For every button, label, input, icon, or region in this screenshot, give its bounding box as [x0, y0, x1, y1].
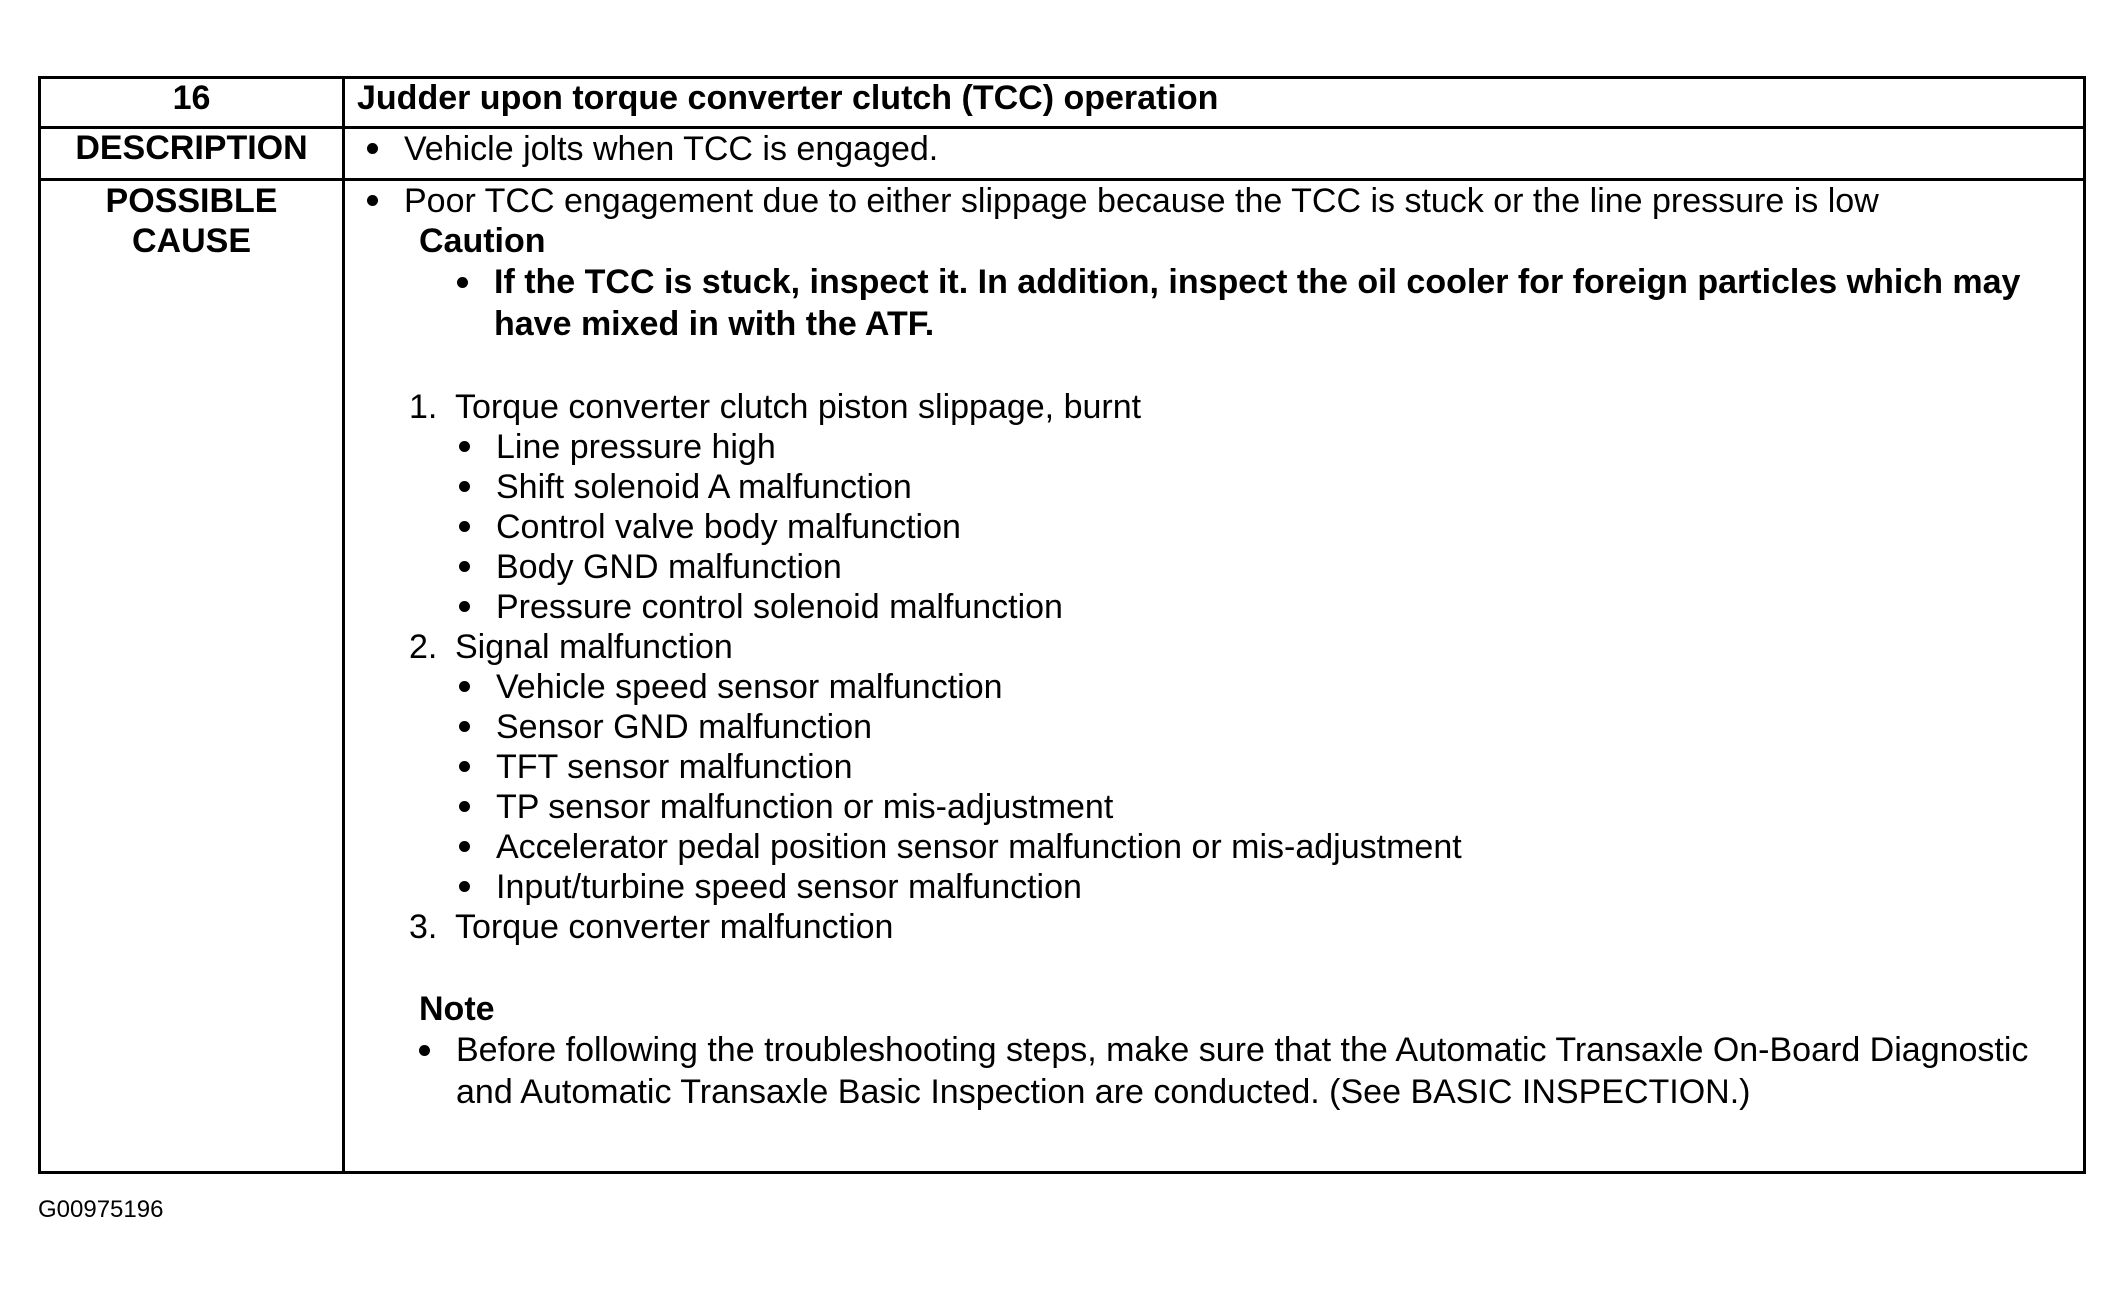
- bullet-icon: [419, 1045, 430, 1056]
- bullet-icon: [459, 521, 470, 532]
- troubleshooting-table: [38, 76, 2086, 1174]
- bullet-icon: [367, 195, 378, 206]
- cause-subitem: [357, 587, 2083, 627]
- possible-cause-content: [344, 180, 2085, 1173]
- cause-intro: [357, 181, 2083, 221]
- cause-subitem-text: Input/turbine speed sensor malfunction: [496, 868, 1082, 906]
- caution-item: [357, 261, 2083, 345]
- cause-step-title: Torque converter clutch piston slippage, burnt: [455, 388, 1142, 426]
- cause-subitem: [357, 667, 2083, 707]
- note-item: [357, 1029, 2083, 1113]
- cause-step: [357, 387, 2083, 427]
- cause-subitem-text: Vehicle speed sensor malfunction: [496, 668, 1003, 706]
- cause-subitem-text: Control valve body malfunction: [496, 508, 961, 546]
- cause-subitem-text: TP sensor malfunction or mis-adjustment: [496, 788, 1114, 826]
- bullet-icon: [459, 761, 470, 772]
- caution-heading: Caution: [419, 222, 546, 260]
- bullet-icon: [459, 441, 470, 452]
- cause-subitem: [357, 827, 2083, 867]
- bullet-icon: [367, 143, 378, 154]
- cause-subitem: [357, 427, 2083, 467]
- possible-cause-row: [40, 180, 2085, 1173]
- description-label: DESCRIPTION: [40, 128, 344, 180]
- bullet-icon: [459, 841, 470, 852]
- cause-subitem: [357, 707, 2083, 747]
- symptom-number: 16: [40, 78, 344, 128]
- cause-subitem: [357, 467, 2083, 507]
- header-row: [40, 78, 2085, 128]
- cause-subitem-text: Sensor GND malfunction: [496, 708, 873, 746]
- cause-subitem: [357, 507, 2083, 547]
- figure-id: G00975196: [38, 1196, 164, 1223]
- cause-subitem-text: Body GND malfunction: [496, 548, 842, 586]
- cause-steps: [357, 387, 2083, 947]
- possible-cause-label-text: POSSIBLE CAUSE: [105, 182, 278, 260]
- cause-subitem-text: Line pressure high: [496, 428, 776, 466]
- description-row: [40, 128, 2085, 180]
- cause-subitem: [357, 747, 2083, 787]
- cause-step-title: Torque converter malfunction: [455, 908, 894, 946]
- bullet-icon: [459, 681, 470, 692]
- description-item-text: Vehicle jolts when TCC is engaged.: [404, 130, 939, 168]
- note-heading: Note: [419, 990, 495, 1028]
- possible-cause-label: [40, 180, 344, 1173]
- bullet-icon: [459, 561, 470, 572]
- cause-subitem: [357, 787, 2083, 827]
- cause-subitem-text: Pressure control solenoid malfunction: [496, 588, 1063, 626]
- cause-subitem: [357, 867, 2083, 907]
- bullet-icon: [459, 721, 470, 732]
- bullet-icon: [459, 801, 470, 812]
- cause-step-number: 3.: [409, 908, 438, 946]
- description-content: [344, 128, 2085, 180]
- cause-subitem-text: TFT sensor malfunction: [496, 748, 853, 786]
- cause-intro-text: Poor TCC engagement due to either slippage because the TCC is stuck or the line pressure is low: [404, 182, 1879, 220]
- cause-subitem: [357, 547, 2083, 587]
- cause-step-title: Signal malfunction: [455, 628, 733, 666]
- symptom-title: Judder upon torque converter clutch (TCC) operation: [344, 78, 2085, 128]
- cause-subitem-text: Shift solenoid A malfunction: [496, 468, 912, 506]
- cause-subitem-text: Accelerator pedal position sensor malfunction or mis-adjustment: [496, 828, 1462, 866]
- cause-step: [357, 907, 2083, 947]
- description-item: [357, 129, 2083, 169]
- caution-text: If the TCC is stuck, inspect it. In addition, inspect the oil cooler for foreign particles which may have mixed in with the ATF.: [494, 263, 2021, 343]
- bullet-icon: [459, 481, 470, 492]
- bullet-icon: [459, 601, 470, 612]
- cause-step-number: 2.: [409, 628, 438, 666]
- cause-step: [357, 627, 2083, 667]
- bullet-icon: [459, 881, 470, 892]
- bullet-icon: [457, 277, 468, 288]
- cause-step-number: 1.: [409, 388, 438, 426]
- note-text: Before following the troubleshooting steps, make sure that the Automatic Transaxle On-Board Diagnostic and Automatic Transaxle Basic Inspection are conducted. (See BASIC INSPECTION.): [456, 1031, 2029, 1111]
